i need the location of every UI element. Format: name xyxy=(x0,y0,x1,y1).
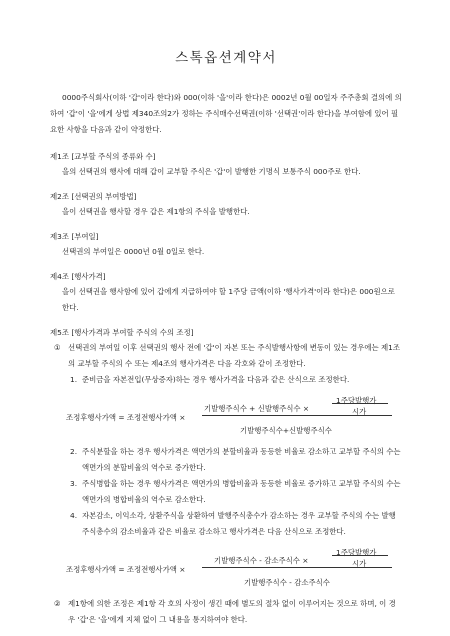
clause-2 xyxy=(54,596,402,628)
section-heading: 제2조 [선택권의 부여방법] xyxy=(50,192,137,201)
section-body: 선택권의 부여일은 0000년 0월 0일로 한다. xyxy=(62,247,205,256)
section-article-2 xyxy=(50,190,402,220)
section-body: 을이 선택권을 행사할 경우 갑은 제1항의 주식을 발행한다. xyxy=(62,207,250,216)
section-article-3 xyxy=(50,230,402,260)
clause-text: 제1항에 의한 조정은 제1항 각 호의 사정이 생긴 때에 별도의 절차 없이 이루어지는 것으로 하며, 이 경우 '갑'은 '을'에게 지체 없이 그 내용을 통지하여야 한다. xyxy=(68,599,396,624)
subclause-number: 4. xyxy=(70,511,78,520)
subclause-4 xyxy=(54,508,402,540)
fraction-bottom: 시가 xyxy=(352,559,367,568)
formula-denominator: 기발행주식수 - 감소주식수 xyxy=(244,578,330,587)
formula-lhs: 조정후행사가액 = 조정전행사가액 × xyxy=(66,565,186,574)
subclause-2 xyxy=(54,444,402,476)
section-article-5 xyxy=(50,326,402,628)
subclause-number: 2. xyxy=(70,447,78,456)
fraction-bottom: 시가 xyxy=(352,407,367,416)
formula-numerator: 기발행주식수 - 감소주식수 × xyxy=(214,556,309,565)
formula-capital-increase xyxy=(54,390,402,440)
subclause-text: 주식분할을 하는 경우 행사가격은 액면가의 분할비율과 동등한 비율로 감소하고 교부할 주식의 수는 액면가의 분할비율의 역수로 증가한다. xyxy=(82,447,401,472)
clause-number: ① xyxy=(54,343,61,352)
clause-text: 선택권의 부여일 이후 선택권의 행사 전에 '갑'이 자본 또는 주식발행사항에 변동이 있는 경우에는 제1조의 교부할 주식의 수 또는 제4조의 행사가격은 다음 각호와 같이 조정한다. xyxy=(68,343,401,368)
section-body xyxy=(50,340,402,628)
subclause-number: 3. xyxy=(70,479,78,488)
section-heading: 제3조 [부여일] xyxy=(50,232,99,241)
main-fraction-line xyxy=(202,415,392,416)
page-title: 스톡옵션계약서 xyxy=(175,50,277,66)
clause-number: ② xyxy=(54,599,61,608)
formula-numerator: 기발행주식수 + 신발행주식수 × xyxy=(204,404,310,413)
section-heading: 제1조 [교부할 주식의 종류와 수] xyxy=(50,152,156,161)
subclause-1 xyxy=(54,372,402,388)
formula-denominator: 기발행주식수+신발행주식수 xyxy=(240,426,332,435)
section-article-1 xyxy=(50,150,402,180)
formula-lhs: 조정후행사가액 = 조정전행사가액 × xyxy=(66,413,186,422)
subclause-text: 자본감소, 이익소각, 상환주식을 상환하여 발행주식총수가 감소하는 경우 교부할 주식의 수는 발행주식총수의 감소비율과 같은 비율로 감소하고 행사가격은 다음 산식으로 조정한다. xyxy=(82,511,396,536)
formula-capital-reduction xyxy=(54,542,402,592)
subclause-number: 1. xyxy=(70,375,78,384)
fraction-top: 1주당발행가 xyxy=(336,548,377,557)
section-article-4 xyxy=(50,270,402,316)
subclause-text: 준비금을 자본전입(무상증자)하는 경우 행사가격을 다음과 같은 산식으로 조정한다. xyxy=(82,375,350,384)
subclause-3 xyxy=(54,476,402,508)
main-fraction-line xyxy=(202,567,392,568)
clause-1 xyxy=(54,340,402,372)
section-body: 을이 선택권을 행사함에 있어 갑에게 지급하여야 할 1주당 금액(이하 '행사가격'이라 한다)은 000원으로 한다. xyxy=(62,287,395,312)
subclause-text: 주식병합을 하는 경우 행사가격은 액면가의 병합비율과 동등한 비율로 증가하고 교부할 주식의 수는 액면가의 병합비율의 역수로 감소한다. xyxy=(82,479,401,504)
section-heading: 제4조 [행사가격] xyxy=(50,272,106,281)
section-heading: 제5조 [행사가격과 부여할 주식의 수의 조정] xyxy=(50,328,194,337)
intro-paragraph: 0000주식회사(이하 '갑'이라 한다)와 000(이하 '을'이라 한다)은 0002년 0월 00일자 주주총회 결의에 의하여 '갑'이 '을'에게 상법 제340조의2가 정하는 주식매수선택권(이하 '선택권'이라 한다)을 부여함에 있어 필요한 사항을 다음과 같이 약정한다. xyxy=(50,93,402,134)
fraction-top: 1주당발행가 xyxy=(336,396,377,405)
section-body: 을의 선택권의 행사에 대해 갑이 교부할 주식은 '갑'이 발행한 기명식 보통주식 000주로 한다. xyxy=(62,167,361,176)
